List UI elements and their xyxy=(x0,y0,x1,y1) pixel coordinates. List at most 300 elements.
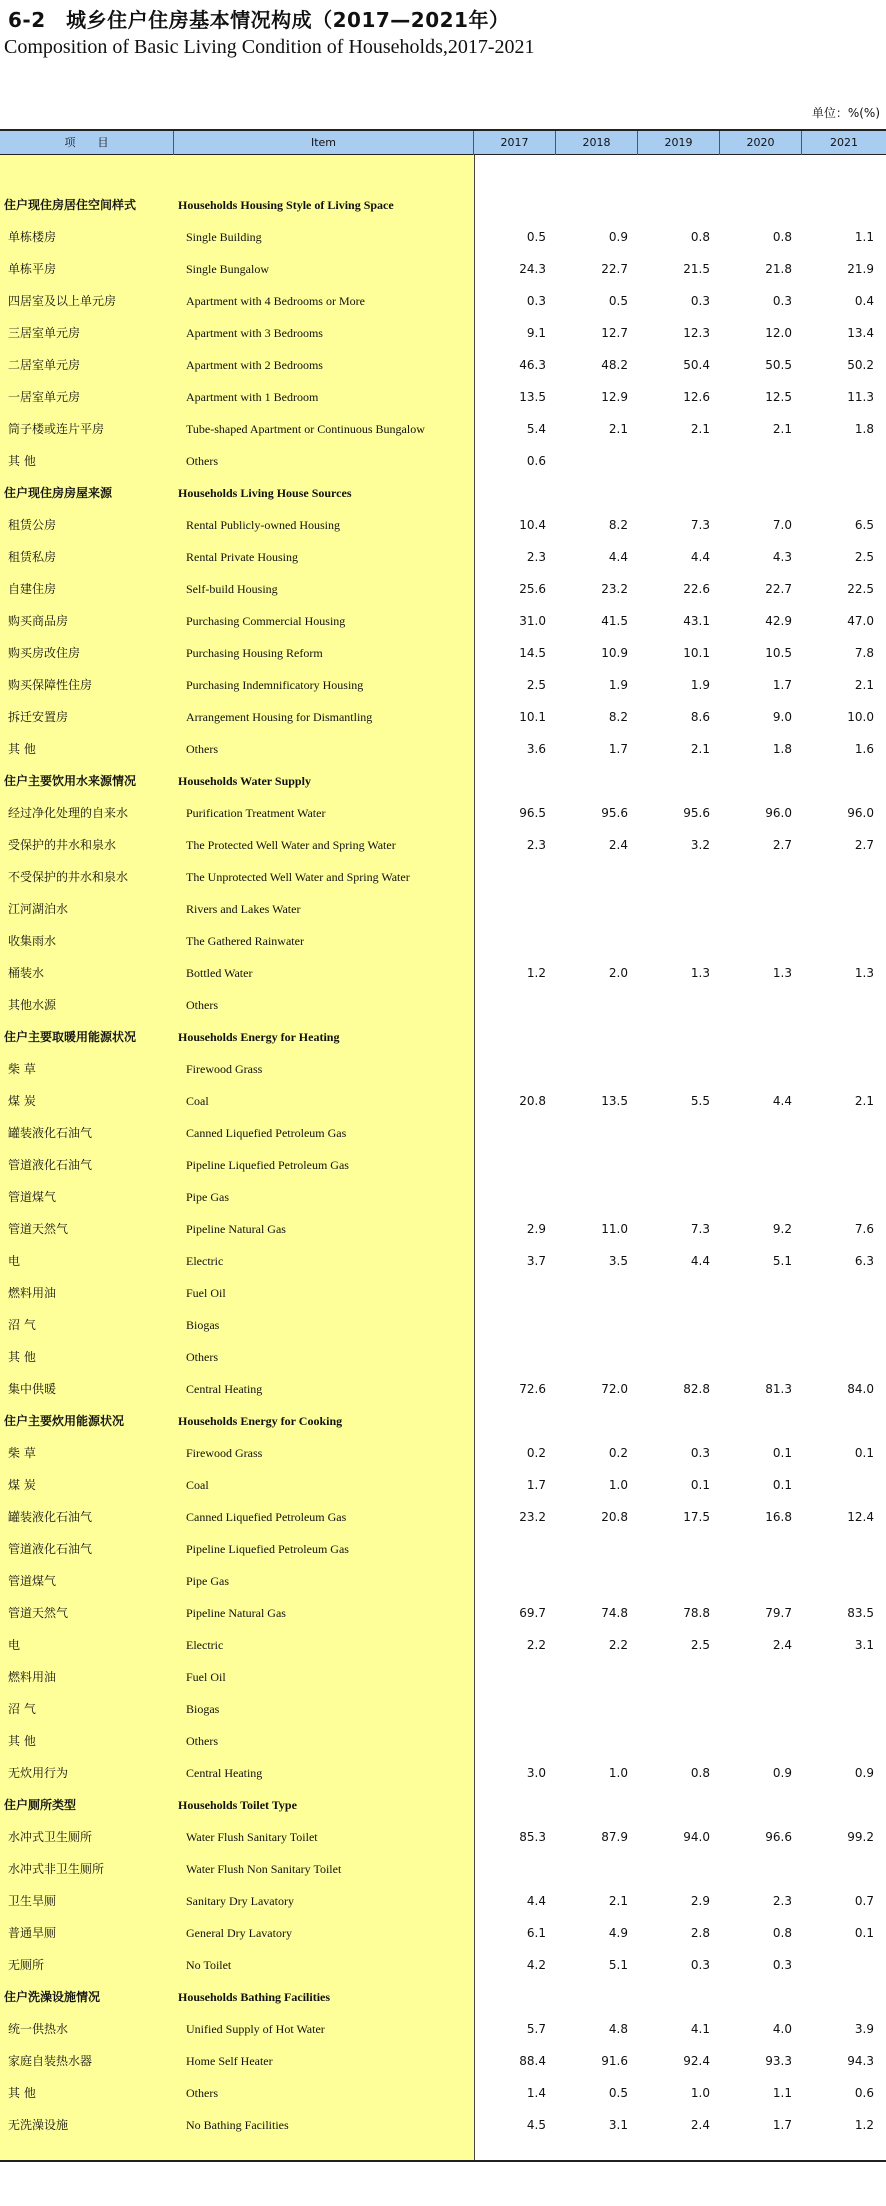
value-cell-2020: 9.2 xyxy=(772,1222,792,1236)
row-label-zh: 住户洗澡设施情况 xyxy=(4,1990,101,2004)
value-cell-2020: 21.8 xyxy=(765,262,792,276)
value-cell-2020: 5.1 xyxy=(772,1254,792,1268)
value-cell-2020: 81.3 xyxy=(765,1382,792,1396)
value-cell-2021: 6.5 xyxy=(854,518,874,532)
row-label-en: Fuel Oil xyxy=(186,1670,226,1684)
header-year-2021: 2021 xyxy=(830,136,858,149)
row-label-en: Pipeline Liquefied Petroleum Gas xyxy=(186,1158,349,1172)
value-cell-2018: 2.0 xyxy=(608,966,628,980)
value-cell-2019: 17.5 xyxy=(683,1510,710,1524)
value-cell-2017: 2.5 xyxy=(526,678,546,692)
value-cell-2020: 22.7 xyxy=(765,582,792,596)
value-cell-2019: 1.3 xyxy=(690,966,710,980)
value-cell-2017: 1.2 xyxy=(526,966,546,980)
value-cell-2017: 2.9 xyxy=(526,1222,546,1236)
row-label-zh: 其 他 xyxy=(8,2086,36,2100)
row-label-en: Coal xyxy=(186,1094,209,1108)
value-cell-2018: 10.9 xyxy=(601,646,628,660)
value-cell-2021: 0.9 xyxy=(854,1766,874,1780)
table-row xyxy=(0,445,886,477)
row-label-en: Apartment with 1 Bedroom xyxy=(186,390,319,404)
table-row xyxy=(0,349,886,381)
value-cell-2020: 4.4 xyxy=(772,1094,792,1108)
table-row xyxy=(0,637,886,669)
value-cell-2019: 0.8 xyxy=(690,230,710,244)
value-cell-2021: 12.4 xyxy=(847,1510,874,1524)
row-label-en: Others xyxy=(186,1734,218,1748)
value-cell-2020: 0.3 xyxy=(772,1958,792,1972)
value-cell-2021: 50.2 xyxy=(847,358,874,372)
table-row xyxy=(0,1565,886,1597)
value-cell-2021: 1.6 xyxy=(854,742,874,756)
row-label-zh: 四居室及以上单元房 xyxy=(8,294,117,308)
value-cell-2017: 24.3 xyxy=(519,262,546,276)
value-cell-2020: 12.5 xyxy=(765,390,792,404)
section-header-row xyxy=(0,1789,886,1821)
row-label-en: Households Energy for Cooking xyxy=(178,1414,343,1428)
value-cell-2019: 4.4 xyxy=(690,550,710,564)
table-row xyxy=(0,1821,886,1853)
row-label-zh: 租赁私房 xyxy=(8,550,57,564)
row-label-zh: 单栋楼房 xyxy=(8,230,57,244)
value-cell-2017: 5.4 xyxy=(526,422,546,436)
row-label-en: Fuel Oil xyxy=(186,1286,226,1300)
table-row xyxy=(0,1629,886,1661)
table-row xyxy=(0,2045,886,2077)
row-label-zh: 电 xyxy=(8,1254,21,1268)
table-row xyxy=(0,541,886,573)
value-cell-2019: 2.8 xyxy=(690,1926,710,1940)
header-year-2019: 2019 xyxy=(638,131,720,155)
row-label-zh: 住户现住房房屋来源 xyxy=(4,486,113,500)
value-cell-2020: 2.7 xyxy=(772,838,792,852)
table-row xyxy=(0,605,886,637)
table-row xyxy=(0,1277,886,1309)
value-cell-2020: 16.8 xyxy=(765,1510,792,1524)
value-cell-2019: 12.3 xyxy=(683,326,710,340)
row-label-en: Central Heating xyxy=(186,1382,263,1396)
row-label-en: General Dry Lavatory xyxy=(186,1926,292,1940)
value-cell-2017: 25.6 xyxy=(519,582,546,596)
row-label-zh: 水冲式非卫生厕所 xyxy=(8,1862,105,1876)
section-header-row xyxy=(0,189,886,221)
table-row xyxy=(0,285,886,317)
value-cell-2019: 50.4 xyxy=(683,358,710,372)
value-cell-2018: 87.9 xyxy=(601,1830,628,1844)
row-label-en: Pipeline Natural Gas xyxy=(186,1606,286,1620)
row-label-en: Purchasing Housing Reform xyxy=(186,646,323,660)
value-cell-2018: 13.5 xyxy=(601,1094,628,1108)
row-label-en: Households Water Supply xyxy=(178,774,311,788)
value-cell-2020: 1.7 xyxy=(772,678,792,692)
value-cell-2019: 0.3 xyxy=(690,1446,710,1460)
table-row xyxy=(0,1309,886,1341)
value-cell-2018: 1.9 xyxy=(608,678,628,692)
table-row xyxy=(0,1245,886,1277)
value-cell-2021: 83.5 xyxy=(847,1606,874,1620)
row-label-zh: 租赁公房 xyxy=(8,518,57,532)
row-label-zh: 经过净化处理的自来水 xyxy=(8,806,129,820)
row-label-zh: 管道煤气 xyxy=(8,1190,57,1204)
row-label-zh: 柴 草 xyxy=(8,1062,36,1076)
row-label-zh: 其 他 xyxy=(8,1350,36,1364)
row-label-en: Biogas xyxy=(186,1318,220,1332)
row-label-en: The Gathered Rainwater xyxy=(186,934,304,948)
value-cell-2018: 4.4 xyxy=(608,550,628,564)
value-cell-2018: 3.5 xyxy=(608,1254,628,1268)
value-cell-2019: 21.5 xyxy=(683,262,710,276)
row-label-en: Electric xyxy=(186,1254,224,1268)
value-cell-2018: 2.1 xyxy=(608,1894,628,1908)
value-cell-2020: 10.5 xyxy=(765,646,792,660)
value-cell-2021: 2.7 xyxy=(854,838,874,852)
value-cell-2017: 5.7 xyxy=(526,2022,546,2036)
table-row xyxy=(0,1661,886,1693)
row-label-zh: 无炊用行为 xyxy=(8,1766,69,1780)
row-label-en: Households Living House Sources xyxy=(178,486,352,500)
value-cell-2021: 47.0 xyxy=(847,614,874,628)
table-row xyxy=(0,1341,886,1373)
value-cell-2017: 1.7 xyxy=(526,1478,546,1492)
value-cell-2019: 95.6 xyxy=(683,806,710,820)
row-label-zh: 住户主要炊用能源状况 xyxy=(4,1414,125,1428)
row-label-zh: 燃料用油 xyxy=(8,1286,57,1300)
value-cell-2019: 5.5 xyxy=(690,1094,710,1108)
value-cell-2020: 96.0 xyxy=(765,806,792,820)
row-label-en: Purchasing Commercial Housing xyxy=(186,614,346,628)
row-label-zh: 桶装水 xyxy=(8,966,45,980)
value-cell-2019: 12.6 xyxy=(683,390,710,404)
row-label-zh: 管道煤气 xyxy=(8,1574,57,1588)
row-label-en: Unified Supply of Hot Water xyxy=(186,2022,325,2036)
row-label-zh: 三居室单元房 xyxy=(8,326,81,340)
table-row xyxy=(0,221,886,253)
value-cell-2018: 4.8 xyxy=(608,2022,628,2036)
row-label-zh: 住户主要取暖用能源状况 xyxy=(4,1030,137,1044)
table-body xyxy=(0,189,886,2141)
table-row xyxy=(0,1885,886,1917)
row-label-zh: 江河湖泊水 xyxy=(8,902,69,916)
value-cell-2019: 78.8 xyxy=(683,1606,710,1620)
row-label-zh: 其 他 xyxy=(8,742,36,756)
row-label-zh: 集中供暖 xyxy=(8,1382,57,1396)
row-label-en: Pipe Gas xyxy=(186,1574,229,1588)
row-label-en: Canned Liquefied Petroleum Gas xyxy=(186,1510,347,1524)
value-cell-2019: 43.1 xyxy=(683,614,710,628)
page-title-english: Composition of Basic Living Condition of Households,2017-2021 xyxy=(4,36,535,58)
row-label-en: Others xyxy=(186,2086,218,2100)
row-label-en: The Protected Well Water and Spring Water xyxy=(186,838,396,852)
row-label-en: Households Bathing Facilities xyxy=(178,1990,331,2004)
table-row xyxy=(0,1949,886,1981)
table-row xyxy=(0,669,886,701)
value-cell-2018: 12.9 xyxy=(601,390,628,404)
value-cell-2021: 1.1 xyxy=(854,230,874,244)
table-bottom-rule xyxy=(0,2160,886,2162)
row-label-zh: 不受保护的井水和泉水 xyxy=(8,870,129,884)
row-label-en: Apartment with 4 Bedrooms or More xyxy=(186,294,365,308)
table-row xyxy=(0,1853,886,1885)
value-cell-2021: 2.1 xyxy=(854,1094,874,1108)
row-label-zh: 柴 草 xyxy=(8,1446,36,1460)
value-cell-2017: 2.3 xyxy=(526,550,546,564)
value-cell-2021: 11.3 xyxy=(847,390,874,404)
table-row xyxy=(0,1533,886,1565)
table-row xyxy=(0,797,886,829)
table-row xyxy=(0,253,886,285)
value-cell-2019: 92.4 xyxy=(683,2054,710,2068)
row-label-en: Pipeline Natural Gas xyxy=(186,1222,286,1236)
row-label-zh: 家庭自装热水器 xyxy=(8,2054,93,2068)
value-cell-2019: 94.0 xyxy=(683,1830,710,1844)
row-label-zh: 自建住房 xyxy=(8,582,57,596)
value-cell-2020: 2.4 xyxy=(772,1638,792,1652)
value-cell-2020: 93.3 xyxy=(765,2054,792,2068)
value-cell-2017: 6.1 xyxy=(526,1926,546,1940)
value-cell-2018: 8.2 xyxy=(608,518,628,532)
page-title-chinese: 6-2 城乡住户住房基本情况构成（2017—2021年） xyxy=(8,8,510,32)
value-cell-2021: 3.9 xyxy=(854,2022,874,2036)
table-row xyxy=(0,2013,886,2045)
row-label-zh: 煤 炭 xyxy=(8,1094,36,1108)
value-cell-2019: 22.6 xyxy=(683,582,710,596)
row-label-en: Coal xyxy=(186,1478,209,1492)
table-row xyxy=(0,989,886,1021)
value-cell-2018: 3.1 xyxy=(608,2118,628,2132)
value-cell-2021: 2.1 xyxy=(854,678,874,692)
row-label-zh: 购买商品房 xyxy=(8,614,69,628)
value-cell-2017: 0.3 xyxy=(526,294,546,308)
table-row xyxy=(0,381,886,413)
value-cell-2017: 31.0 xyxy=(519,614,546,628)
value-cell-2021: 21.9 xyxy=(847,262,874,276)
row-label-en: Water Flush Sanitary Toilet xyxy=(186,1830,318,1844)
row-label-en: Apartment with 2 Bedrooms xyxy=(186,358,323,372)
table-row xyxy=(0,1917,886,1949)
row-label-en: Pipeline Liquefied Petroleum Gas xyxy=(186,1542,349,1556)
row-label-zh: 管道液化石油气 xyxy=(8,1542,93,1556)
value-cell-2019: 2.5 xyxy=(690,1638,710,1652)
value-cell-2018: 1.7 xyxy=(608,742,628,756)
value-cell-2020: 9.0 xyxy=(772,710,792,724)
value-cell-2019: 7.3 xyxy=(690,518,710,532)
row-label-en: Purchasing Indemnificatory Housing xyxy=(186,678,364,692)
value-cell-2021: 99.2 xyxy=(847,1830,874,1844)
row-label-zh: 购买房改住房 xyxy=(8,646,81,660)
value-cell-2017: 13.5 xyxy=(519,390,546,404)
table-row xyxy=(0,1053,886,1085)
value-cell-2018: 0.9 xyxy=(608,230,628,244)
table-row xyxy=(0,1693,886,1725)
row-label-en: Households Housing Style of Living Space xyxy=(178,198,394,212)
row-label-zh: 其 他 xyxy=(8,454,36,468)
value-cell-2018: 72.0 xyxy=(601,1382,628,1396)
row-label-zh: 筒子楼或连片平房 xyxy=(8,422,105,436)
value-cell-2017: 10.1 xyxy=(519,710,546,724)
table-row xyxy=(0,317,886,349)
row-label-zh: 管道液化石油气 xyxy=(8,1158,93,1172)
value-cell-2018: 12.7 xyxy=(601,326,628,340)
value-cell-2021: 6.3 xyxy=(854,1254,874,1268)
section-header-row xyxy=(0,477,886,509)
table-row xyxy=(0,2109,886,2141)
row-label-zh: 煤 炭 xyxy=(8,1478,36,1492)
value-cell-2018: 5.1 xyxy=(608,1958,628,1972)
value-cell-2017: 14.5 xyxy=(519,646,546,660)
value-cell-2021: 96.0 xyxy=(847,806,874,820)
row-label-en: Others xyxy=(186,998,218,1012)
value-cell-2019: 0.3 xyxy=(690,1958,710,1972)
value-cell-2018: 48.2 xyxy=(601,358,628,372)
table-row xyxy=(0,1725,886,1757)
value-cell-2021: 1.8 xyxy=(854,422,874,436)
value-cell-2019: 0.1 xyxy=(690,1478,710,1492)
value-cell-2017: 20.8 xyxy=(519,1094,546,1108)
value-cell-2019: 2.1 xyxy=(690,422,710,436)
table-row xyxy=(0,701,886,733)
row-label-en: No Toilet xyxy=(186,1958,232,1972)
value-cell-2017: 3.0 xyxy=(526,1766,546,1780)
row-label-en: Rental Private Housing xyxy=(186,550,298,564)
row-label-en: Rivers and Lakes Water xyxy=(186,902,301,916)
value-cell-2021: 13.4 xyxy=(847,326,874,340)
table-row xyxy=(0,1501,886,1533)
row-label-en: Canned Liquefied Petroleum Gas xyxy=(186,1126,347,1140)
row-label-zh: 拆迁安置房 xyxy=(8,710,69,724)
row-label-en: Households Energy for Heating xyxy=(178,1030,340,1044)
row-label-en: Sanitary Dry Lavatory xyxy=(186,1894,294,1908)
value-cell-2020: 0.3 xyxy=(772,294,792,308)
value-cell-2019: 2.4 xyxy=(690,2118,710,2132)
table-row xyxy=(0,1213,886,1245)
section-header-row xyxy=(0,1405,886,1437)
value-cell-2017: 0.6 xyxy=(526,454,546,468)
row-label-en: Arrangement Housing for Dismantling xyxy=(186,710,373,724)
value-cell-2018: 4.9 xyxy=(608,1926,628,1940)
row-label-en: Apartment with 3 Bedrooms xyxy=(186,326,323,340)
row-label-zh: 罐装液化石油气 xyxy=(8,1510,93,1524)
value-cell-2020: 50.5 xyxy=(765,358,792,372)
table-row xyxy=(0,1757,886,1789)
table-row xyxy=(0,733,886,765)
row-label-zh: 管道天然气 xyxy=(8,1222,69,1236)
value-cell-2019: 1.9 xyxy=(690,678,710,692)
value-cell-2017: 69.7 xyxy=(519,1606,546,1620)
header-year-2017: 2017 xyxy=(474,131,556,155)
value-cell-2018: 2.1 xyxy=(608,422,628,436)
table-header xyxy=(0,129,886,155)
row-label-zh: 管道天然气 xyxy=(8,1606,69,1620)
row-label-zh: 单栋平房 xyxy=(8,262,57,276)
table-row xyxy=(0,573,886,605)
table-row xyxy=(0,1117,886,1149)
row-label-en: Bottled Water xyxy=(186,966,253,980)
value-cell-2020: 42.9 xyxy=(765,614,792,628)
table-row xyxy=(0,413,886,445)
value-cell-2018: 2.4 xyxy=(608,838,628,852)
value-cell-2018: 1.0 xyxy=(608,1766,628,1780)
row-label-en: Biogas xyxy=(186,1702,220,1716)
value-cell-2020: 0.9 xyxy=(772,1766,792,1780)
value-cell-2021: 10.0 xyxy=(847,710,874,724)
value-cell-2019: 0.8 xyxy=(690,1766,710,1780)
header-year-2018: 2018 xyxy=(556,131,638,155)
row-label-zh: 卫生旱厕 xyxy=(8,1894,57,1908)
value-cell-2021: 22.5 xyxy=(847,582,874,596)
value-cell-2018: 11.0 xyxy=(601,1222,628,1236)
row-label-en: Home Self Heater xyxy=(186,2054,273,2068)
value-cell-2017: 0.5 xyxy=(526,230,546,244)
table-row xyxy=(0,1181,886,1213)
value-cell-2017: 3.6 xyxy=(526,742,546,756)
row-label-en: Households Toilet Type xyxy=(178,1798,297,1812)
value-cell-2018: 0.2 xyxy=(608,1446,628,1460)
value-cell-2020: 4.0 xyxy=(772,2022,792,2036)
value-cell-2018: 0.5 xyxy=(608,294,628,308)
value-cell-2017: 23.2 xyxy=(519,1510,546,1524)
row-label-en: Others xyxy=(186,742,218,756)
row-label-zh: 收集雨水 xyxy=(8,934,57,948)
row-label-en: The Unprotected Well Water and Spring Water xyxy=(186,870,410,884)
value-cell-2017: 1.4 xyxy=(526,2086,546,2100)
table-row xyxy=(0,957,886,989)
table-row xyxy=(0,1085,886,1117)
value-cell-2021: 1.2 xyxy=(854,2118,874,2132)
value-cell-2017: 88.4 xyxy=(519,2054,546,2068)
value-cell-2019: 4.1 xyxy=(690,2022,710,2036)
table-row xyxy=(0,1373,886,1405)
section-header-row xyxy=(0,765,886,797)
row-label-en: Central Heating xyxy=(186,1766,263,1780)
value-cell-2019: 0.3 xyxy=(690,294,710,308)
table-row xyxy=(0,2077,886,2109)
row-label-en: Others xyxy=(186,454,218,468)
value-cell-2020: 4.3 xyxy=(772,550,792,564)
row-label-zh: 一居室单元房 xyxy=(8,390,81,404)
row-label-en: Purification Treatment Water xyxy=(186,806,326,820)
row-label-zh: 沼 气 xyxy=(8,1702,36,1716)
table-row xyxy=(0,829,886,861)
value-cell-2018: 8.2 xyxy=(608,710,628,724)
row-label-zh: 电 xyxy=(8,1638,21,1652)
header-year-2020: 2020 xyxy=(720,131,802,155)
value-cell-2017: 4.4 xyxy=(526,1894,546,1908)
table-row xyxy=(0,1149,886,1181)
row-label-zh: 普通旱厕 xyxy=(8,1926,57,1940)
row-label-zh: 住户主要饮用水来源情况 xyxy=(4,774,137,788)
section-header-row xyxy=(0,1981,886,2013)
table-row xyxy=(0,925,886,957)
value-cell-2021: 1.3 xyxy=(854,966,874,980)
value-cell-2017: 3.7 xyxy=(526,1254,546,1268)
row-label-zh: 购买保障性住房 xyxy=(8,678,93,692)
value-cell-2020: 0.8 xyxy=(772,230,792,244)
value-cell-2021: 0.1 xyxy=(854,1446,874,1460)
row-label-zh: 其 他 xyxy=(8,1734,36,1748)
value-cell-2019: 82.8 xyxy=(683,1382,710,1396)
row-label-en: Tube-shaped Apartment or Continuous Bungalow xyxy=(186,422,425,436)
value-cell-2019: 4.4 xyxy=(690,1254,710,1268)
value-cell-2020: 12.0 xyxy=(765,326,792,340)
value-cell-2020: 0.1 xyxy=(772,1446,792,1460)
row-label-en: Rental Publicly-owned Housing xyxy=(186,518,340,532)
row-label-en: Others xyxy=(186,1350,218,1364)
unit-label: 单位：%(%) xyxy=(811,106,880,120)
value-cell-2019: 8.6 xyxy=(690,710,710,724)
row-label-zh: 受保护的井水和泉水 xyxy=(8,838,117,852)
table-row xyxy=(0,893,886,925)
value-cell-2020: 7.0 xyxy=(772,518,792,532)
